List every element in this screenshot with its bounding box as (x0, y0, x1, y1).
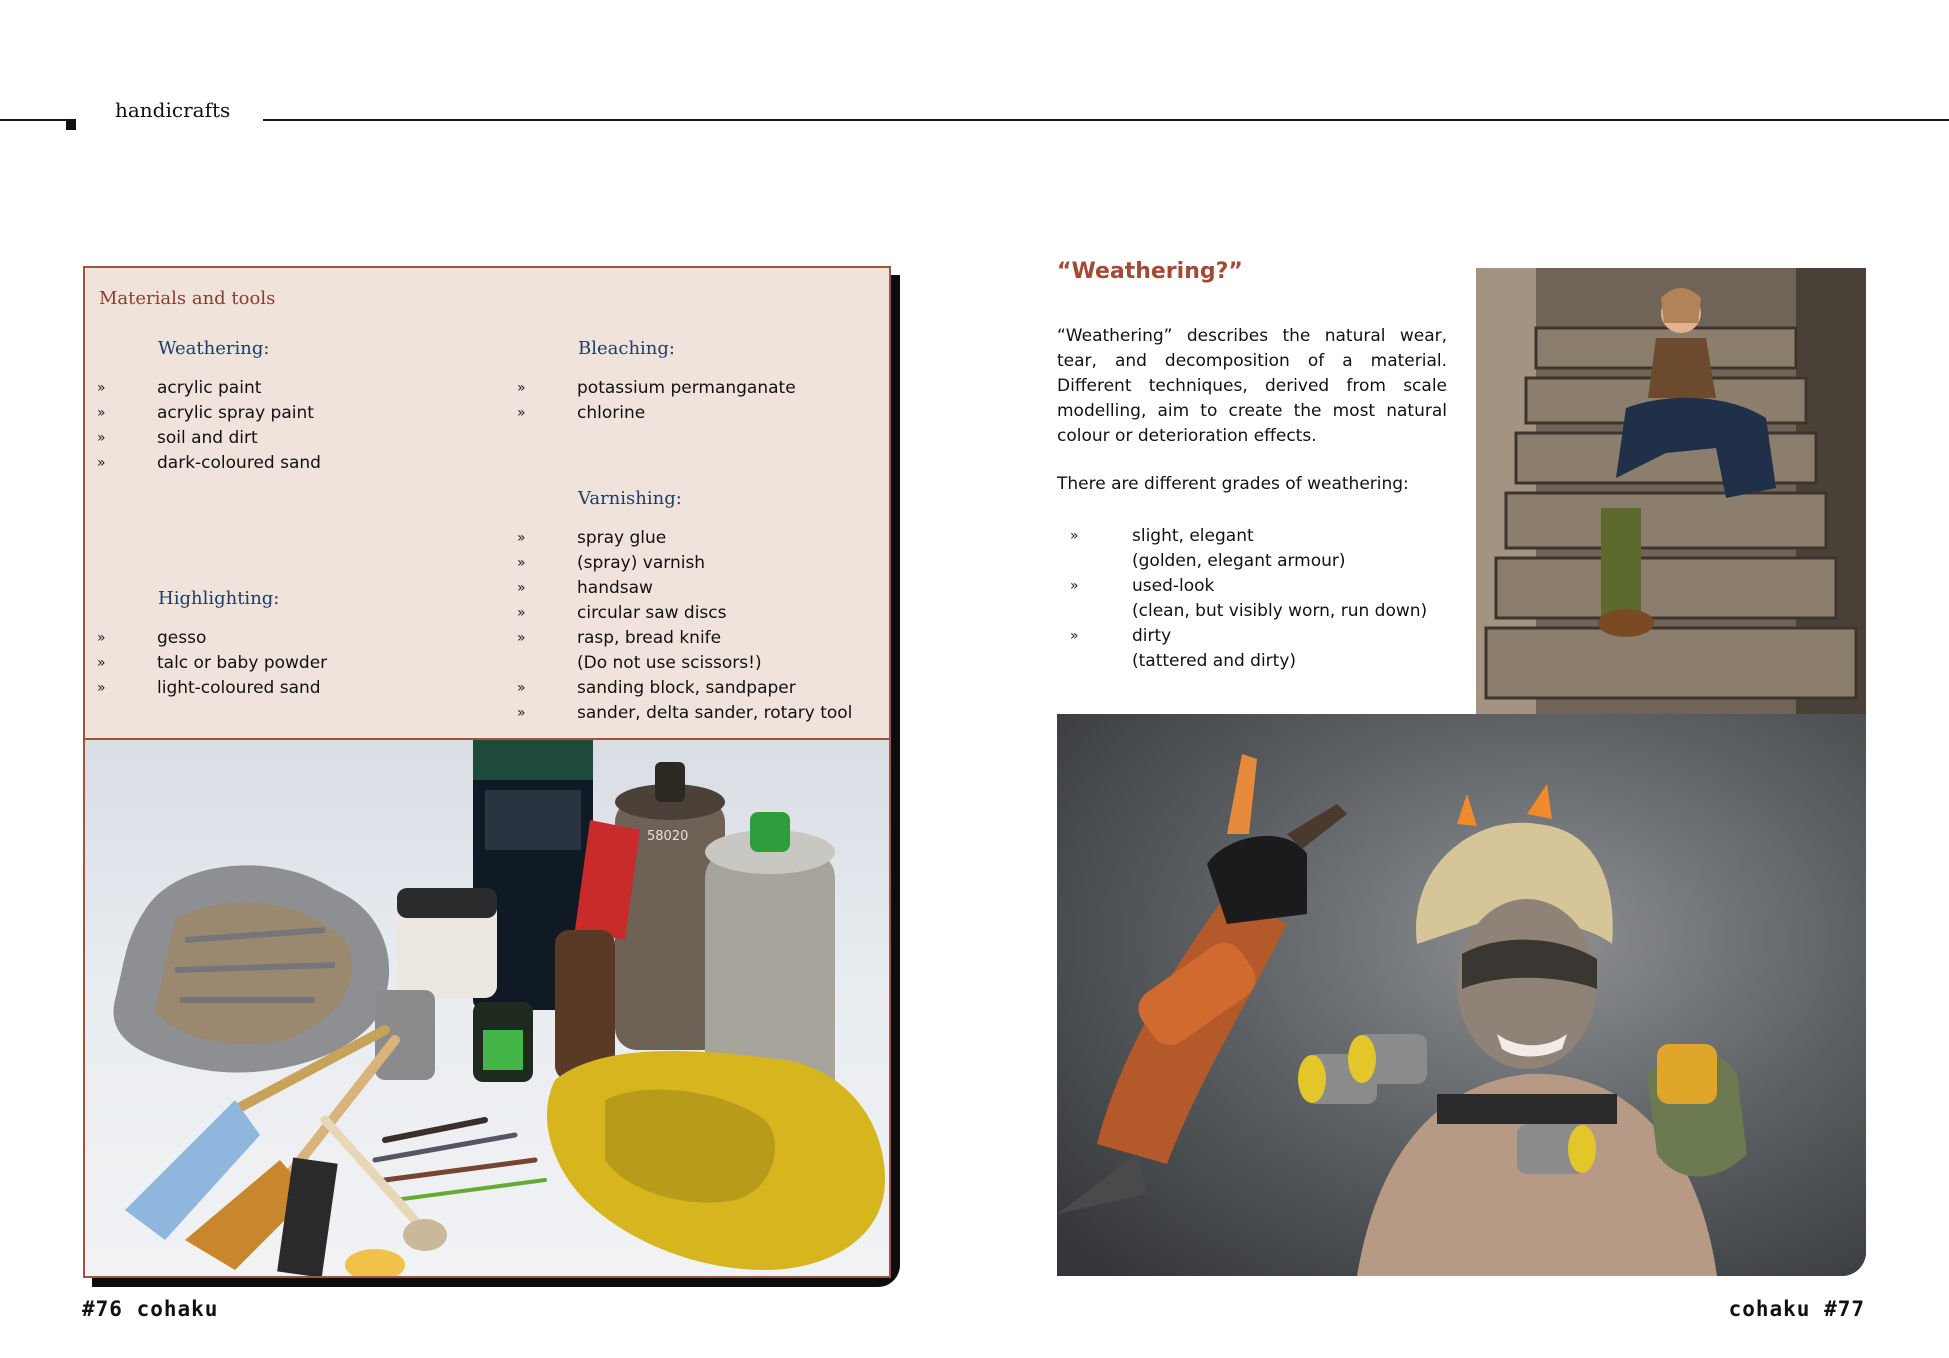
bleaching-heading: Bleaching: (578, 338, 675, 359)
list-item: » handsaw (517, 578, 653, 598)
stairs-photo (1476, 268, 1866, 714)
stairs-photo-illustration (1476, 268, 1866, 714)
list-item-detail: (tattered and dirty) (1132, 651, 1297, 671)
page-number-right: cohaku #77 (1728, 1297, 1865, 1321)
article-title: “Weathering?” (1057, 259, 1243, 284)
list-item: » potassium permanganate (517, 378, 796, 398)
list-item: » sander, delta sander, rotary tool (517, 703, 853, 723)
highlighting-heading: Highlighting: (158, 588, 280, 609)
list-item: » rasp, bread knife (517, 628, 722, 648)
list-item-note: (Do not use scissors!) (577, 653, 762, 673)
article-paragraph: “Weathering” describes the natural wear, tear, and decomposition of a material. Different techniques, derived from scale modelling, aim to create the most natural colour or deterioration effects. (1057, 326, 1447, 446)
header-rule-right (263, 119, 1949, 121)
grades-intro: There are different grades of weathering: (1057, 474, 1409, 494)
varnishing-heading: Varnishing: (578, 488, 682, 509)
varnishing-list (517, 526, 852, 726)
header-marker (66, 119, 76, 130)
weathering-list (97, 376, 321, 476)
list-item: » soil and dirt (97, 428, 258, 448)
list-item-detail: (clean, but visibly worn, run down) (1132, 601, 1428, 621)
list-item-detail: (golden, elegant armour) (1132, 551, 1346, 571)
can-label: 58020 (647, 829, 689, 844)
tools-photo-illustration (85, 740, 891, 1278)
list-item: » sanding block, sandpaper (517, 678, 796, 698)
page-number-left: #76 cohaku (82, 1297, 219, 1321)
list-item: » dark-coloured sand (97, 453, 321, 473)
list-item: » slight, elegant (1070, 526, 1254, 546)
cosplay-photo-illustration (1057, 714, 1866, 1276)
highlighting-list (97, 626, 327, 701)
list-item: » (spray) varnish (517, 553, 706, 573)
list-item: » dirty (1070, 626, 1172, 646)
list-item: » chlorine (517, 403, 646, 423)
list-item: » circular saw discs (517, 603, 727, 623)
tools-photo (85, 738, 891, 1278)
materials-box (83, 266, 891, 1278)
section-label: handicrafts (115, 98, 231, 122)
list-item: » spray glue (517, 528, 667, 548)
list-item: » gesso (97, 628, 207, 648)
materials-box-title: Materials and tools (99, 288, 276, 309)
cosplay-photo (1057, 714, 1866, 1276)
list-item: » acrylic spray paint (97, 403, 314, 423)
list-item: » acrylic paint (97, 378, 262, 398)
bleaching-list (517, 376, 796, 426)
list-item: » light-coloured sand (97, 678, 321, 698)
list-item: » used-look (1070, 576, 1215, 596)
header-rule-left (0, 119, 75, 121)
grades-list (1070, 524, 1430, 674)
weathering-heading: Weathering: (158, 338, 270, 359)
list-item: » talc or baby powder (97, 653, 328, 673)
